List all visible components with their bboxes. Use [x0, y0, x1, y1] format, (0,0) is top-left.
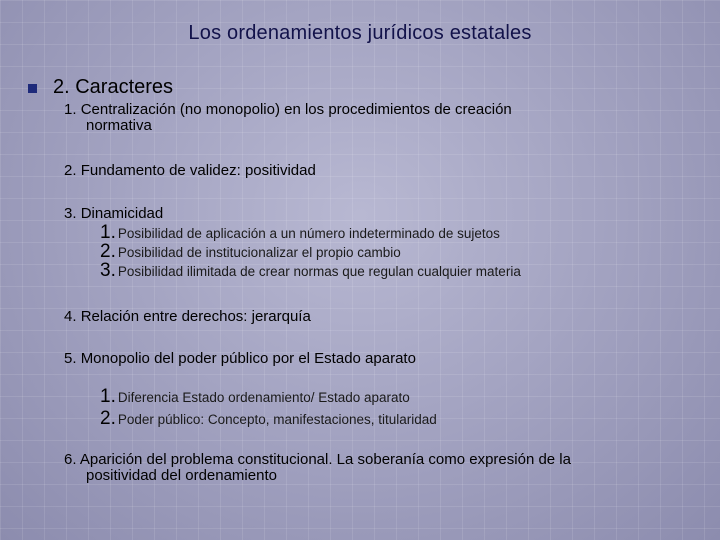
sub-item-text: Diferencia Estado ordenamiento/ Estado aparato — [117, 390, 410, 405]
list-item-number: 1. — [64, 101, 77, 118]
sub-item-number: 3. — [100, 260, 116, 281]
list-item-number: 3. — [64, 205, 77, 222]
list-item-number: 4. — [64, 308, 77, 325]
sub-item-number: 2. — [100, 241, 116, 262]
square-bullet-icon — [28, 84, 37, 93]
list-item-text: Dinamicidad — [80, 205, 164, 222]
list-item-text-continued: normativa — [86, 117, 152, 134]
list-item-text: Centralización (no monopolio) en los procedimientos de creación — [80, 101, 512, 118]
list-item-number: 6. — [64, 451, 77, 468]
list-item-1 — [64, 102, 512, 134]
list-item-number: 5. — [64, 350, 77, 367]
list-item-text: Relación entre derechos: jerarquía — [80, 308, 311, 325]
section-heading-label: 2. Caracteres — [53, 76, 174, 98]
list-item-2 — [64, 163, 316, 179]
list-item-text: Monopolio del poder público por el Estado aparato — [80, 350, 416, 367]
list-item-6 — [64, 452, 571, 484]
list-item-4 — [64, 309, 311, 325]
list-item-text: Fundamento de validez: positividad — [80, 162, 316, 179]
sub-item-text: Posibilidad de institucionalizar el propio cambio — [117, 245, 401, 260]
sub-item-text: Posibilidad ilimitada de crear normas que regulan cualquier materia — [117, 264, 521, 279]
list-item-number: 2. — [64, 162, 77, 179]
sub-item-3-3 — [100, 262, 521, 281]
sub-item-5-1 — [100, 388, 410, 407]
sub-item-text: Poder público: Concepto, manifestaciones, titularidad — [117, 412, 437, 427]
sub-item-text: Posibilidad de aplicación a un número indeterminado de sujetos — [117, 226, 500, 241]
list-item-3 — [64, 206, 163, 222]
list-item-5 — [64, 351, 416, 367]
list-item-text-continued: positividad del ordenamiento — [86, 467, 277, 484]
sub-item-number: 2. — [100, 408, 116, 429]
section-heading — [28, 76, 173, 99]
sub-item-number: 1. — [100, 386, 116, 407]
list-item-text: Aparición del problema constitucional. La soberanía como expresión de la — [79, 451, 571, 468]
sub-item-3-2 — [100, 243, 401, 262]
sub-item-number: 1. — [100, 222, 116, 243]
slide-title: Los ordenamientos jurídicos estatales — [188, 22, 532, 44]
sub-item-5-2 — [100, 410, 437, 429]
sub-item-3-1 — [100, 224, 500, 243]
